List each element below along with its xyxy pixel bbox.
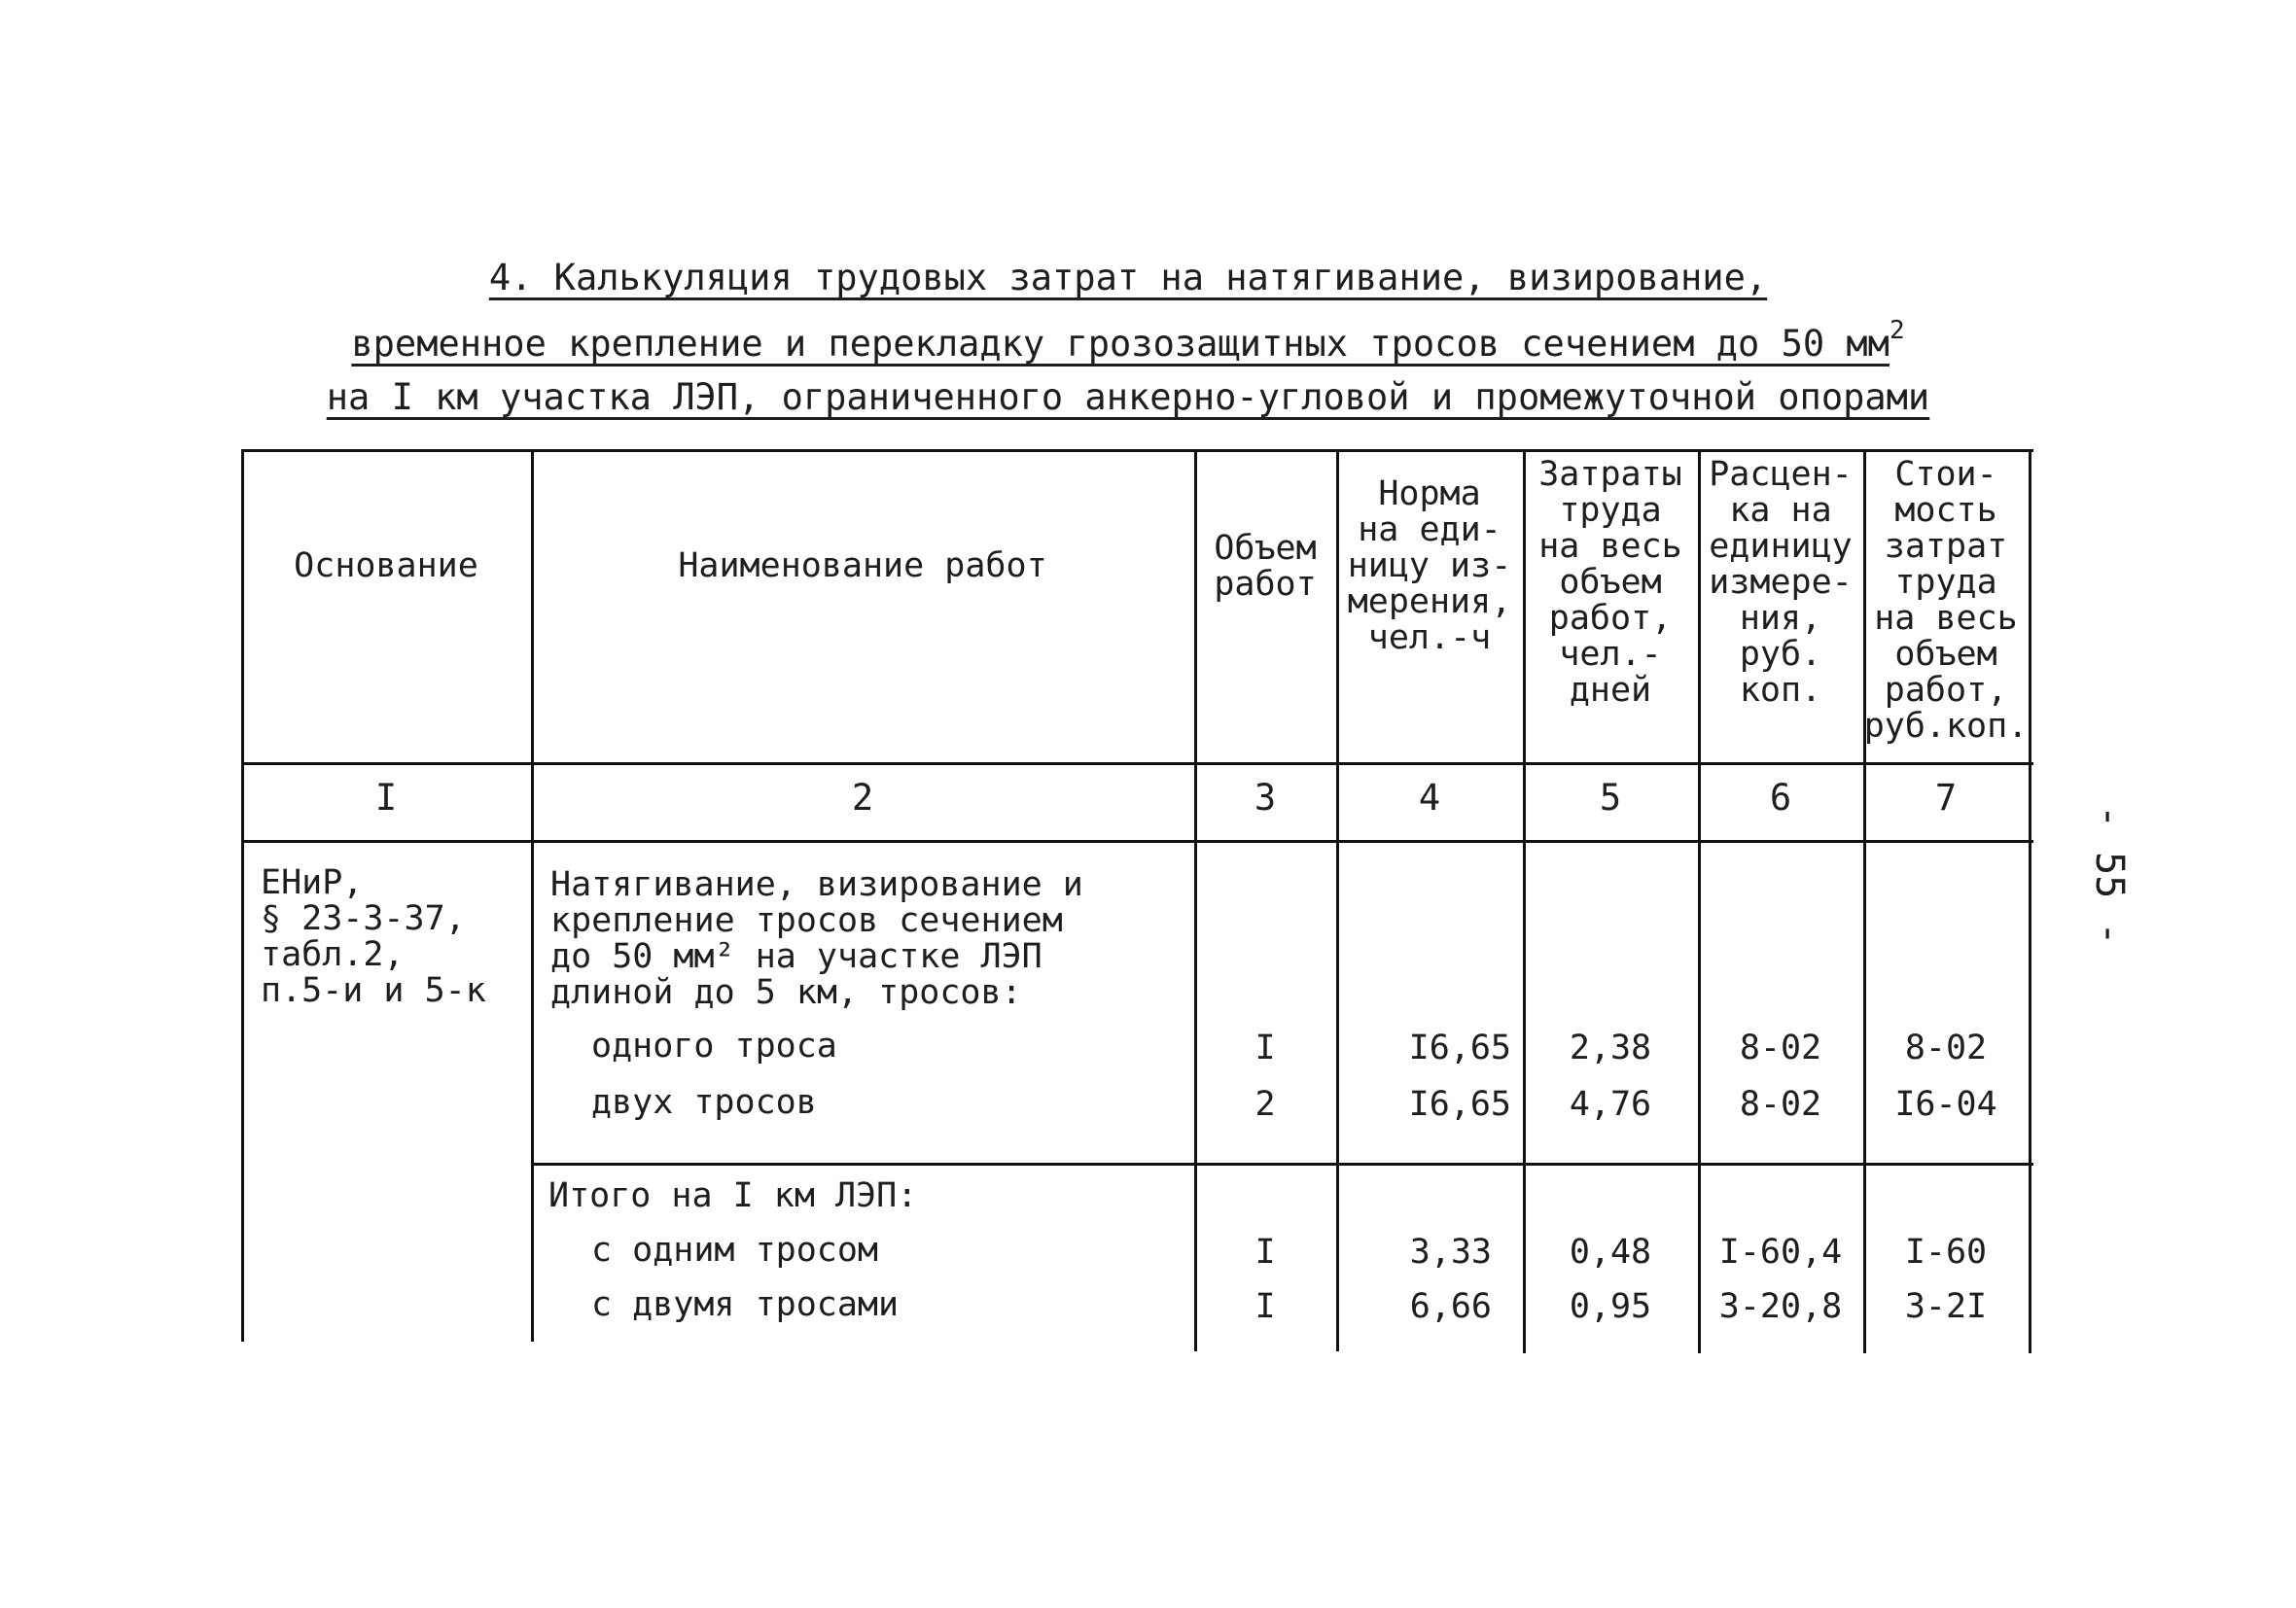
total-row-volume: I xyxy=(1254,1287,1276,1326)
title-line-1: 4. Калькуляция трудовых затрат на натягивание, визирование, xyxy=(488,257,1768,298)
total-row-rate: 3-20,8 xyxy=(1718,1287,1843,1326)
row-cost: 8-02 xyxy=(1904,1029,1988,1067)
row-name: одного троса xyxy=(591,1027,837,1066)
table-top-border xyxy=(243,449,2033,452)
document-title xyxy=(292,251,1964,424)
row-norm: I6,65 xyxy=(1408,1085,1511,1124)
title-line-3: на I км участка ЛЭП, ограниченного анкерно-угловой и промежуточной опорами xyxy=(326,376,1930,418)
labor-cost-table xyxy=(241,449,2033,1353)
header-bottom-rule xyxy=(241,762,2033,765)
row-volume: 2 xyxy=(1254,1085,1276,1124)
column-number: 4 xyxy=(1418,777,1441,819)
total-row-cost: 3-2I xyxy=(1904,1287,1988,1326)
row-rate: 8-02 xyxy=(1739,1029,1822,1067)
row-cost: I6-04 xyxy=(1894,1085,1997,1124)
basis-reference: ЕНиР, § 23-3-37, табл.2, п.5-и и 5-к xyxy=(261,863,486,1010)
total-label: Итого на I км ЛЭП: xyxy=(548,1176,918,1215)
page-number: - 55 - xyxy=(2087,805,2132,946)
row-norm: I6,65 xyxy=(1408,1029,1511,1067)
numbers-bottom-rule xyxy=(241,840,2033,843)
total-row-norm: 3,33 xyxy=(1409,1233,1492,1272)
total-row-labor: 0,48 xyxy=(1569,1233,1652,1272)
header-labor: Затраты труда на весь объем работ, чел.- дней xyxy=(1538,455,1682,710)
row-labor: 4,76 xyxy=(1569,1085,1652,1124)
column-number: I xyxy=(374,777,398,819)
column-number: 7 xyxy=(1934,777,1958,819)
title-line-2: временное крепление и перекладку грозозащитных тросов сечением до 50 мм xyxy=(351,323,1890,365)
table-right-border xyxy=(2029,449,2031,1353)
header-basis: Основание xyxy=(294,546,478,585)
header-rate: Расцен- ка на единицу измере- ния, руб. коп. xyxy=(1709,455,1853,710)
row-name: двух тросов xyxy=(591,1083,817,1122)
column-number: 2 xyxy=(851,777,874,819)
row-labor: 2,38 xyxy=(1569,1029,1652,1067)
total-row-labor: 0,95 xyxy=(1569,1287,1652,1326)
total-row-name: с одним тросом xyxy=(591,1231,879,1270)
subtotal-rule xyxy=(531,1163,2033,1166)
header-cost: Стои- мость затрат труда на весь объем работ, руб.коп. xyxy=(1863,455,2029,746)
total-row-cost: I-60 xyxy=(1904,1233,1988,1272)
title-superscript: 2 xyxy=(1889,316,1905,345)
total-row-norm: 6,66 xyxy=(1409,1287,1492,1326)
row-volume: I xyxy=(1254,1029,1276,1067)
header-work-name: Наименование работ xyxy=(678,546,1047,585)
header-norm: Норма на еди- ницу из- мерения, чел.-ч xyxy=(1347,474,1512,657)
header-volume: Объем работ xyxy=(1214,529,1317,604)
total-row-name: с двумя тросами xyxy=(591,1285,900,1324)
column-number: 3 xyxy=(1254,777,1277,819)
total-row-volume: I xyxy=(1254,1233,1276,1272)
row-rate: 8-02 xyxy=(1739,1085,1822,1124)
total-row-rate: I-60,4 xyxy=(1718,1233,1843,1272)
column-number: 5 xyxy=(1599,777,1622,819)
work-description: Натягивание, визирование и крепление тросов сечением до 50 мм² на участке ЛЭП длиной до 5 км, тросов: xyxy=(550,865,1083,1012)
column-number: 6 xyxy=(1769,777,1792,819)
